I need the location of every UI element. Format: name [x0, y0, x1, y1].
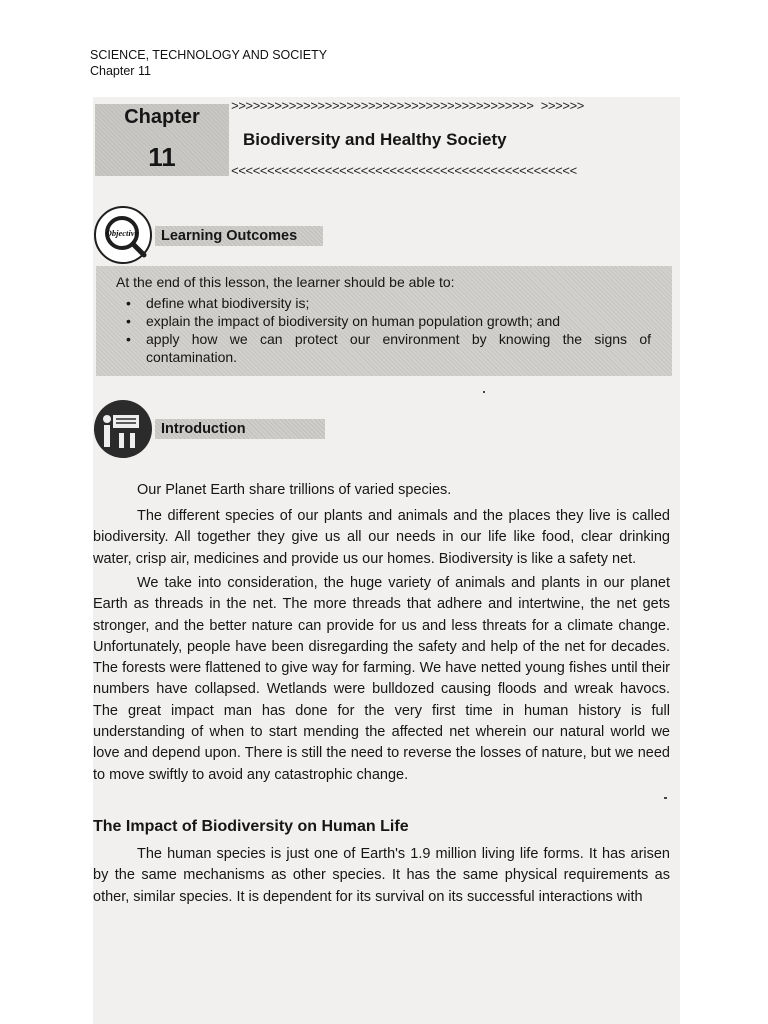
- list-item: [126, 294, 651, 312]
- arrows-top: >>>>>>>>>>>>>>>>>>>>>>>>>>>>>>>>>>>>>>>>>> >>>>>>: [231, 99, 584, 114]
- chapter-box: [95, 104, 229, 176]
- bullet-icon: •: [126, 295, 131, 311]
- learning-outcomes-box: [96, 266, 672, 376]
- intro-paragraph: Our Planet Earth share trillions of varied species.: [137, 482, 452, 498]
- learning-outcomes-heading: Learning Outcomes: [155, 226, 323, 246]
- scan-speck: [664, 797, 667, 799]
- objective-icon-label: Objective: [105, 228, 139, 238]
- intro-paragraph: We take into consideration, the huge variety of animals and plants in our planet Earth as threads in the net. The more threads that adhere and intertwine, the net gets stronger, and the better nature can provide for us and less threats for a climate change. Unfortunately, people have been disregarding the safety and help of the net for decades. The forests were flattened to give way for farming. We have netted young fishes until their numbers have collapsed. Wetlands were bulldozed causing floods and wreak havocs. The great impact man has done for the very first time in human history is full understanding of when to start mending the affected net wherein our natural world we love and depend upon. There is still the need to reverse the losses of nature, but we need to move swiftly to avoid any catastrophic change.: [93, 575, 670, 783]
- arrows-bottom: <<<<<<<<<<<<<<<<<<<<<<<<<<<<<<<<<<<<<<<<<<<<<<<<: [231, 164, 577, 179]
- chapter-title: Biodiversity and Healthy Society: [243, 130, 507, 149]
- list-item: [126, 330, 651, 366]
- bullet-icon: •: [126, 313, 131, 329]
- chapter-label: Chapter 11: [90, 64, 151, 78]
- outcome-text: define what biodiversity is;: [146, 295, 310, 311]
- chapter-word: Chapter: [124, 106, 200, 128]
- list-item: [126, 312, 651, 330]
- bullet-icon: •: [126, 331, 131, 347]
- outcomes-intro: At the end of this lesson, the learner should be able to:: [116, 274, 455, 290]
- impact-paragraph: The human species is just one of Earth's 1.9 million living life forms. It has arisen by the same mechanisms as other species. It has the same physical requirements as other, similar species. It is dependent for its survival on its successful interactions with: [93, 846, 670, 905]
- objective-magnifier-icon: [93, 205, 153, 265]
- chapter-number: 11: [148, 142, 176, 172]
- outcomes-list: [126, 294, 651, 366]
- introduction-icon: [93, 399, 153, 459]
- running-head: [90, 47, 327, 79]
- introduction-heading: Introduction: [155, 419, 325, 439]
- scan-speck: [483, 391, 485, 393]
- intro-paragraph: The different species of our plants and animals and the places they live is called biodiversity. All together they give us all our needs in our life like food, clear drinking water, crisp air, medicines and provide us our homes. Biodiversity is like a safety net.: [93, 508, 670, 567]
- impact-heading: The Impact of Biodiversity on Human Life: [93, 818, 409, 835]
- outcome-text: apply how we can protect our environment by knowing the signs of contamination.: [146, 331, 651, 365]
- outcome-text: explain the impact of biodiversity on human population growth; and: [146, 313, 561, 329]
- course-title: SCIENCE, TECHNOLOGY AND SOCIETY: [90, 48, 328, 62]
